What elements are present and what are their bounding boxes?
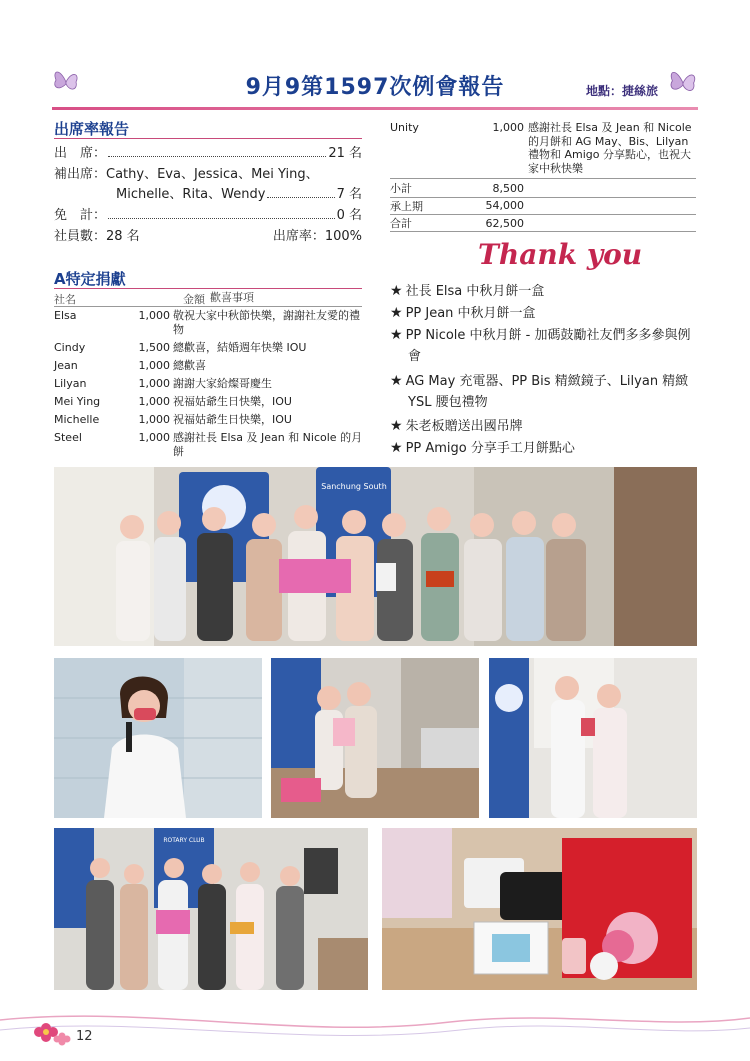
dot-leader	[108, 218, 335, 219]
unity-row	[390, 121, 696, 175]
page-number: 12	[76, 1029, 93, 1044]
thanks-text: PP Nicole 中秋月餅 - 加碼鼓勵社友們多多參與例會	[405, 328, 691, 364]
speaker-photo	[54, 658, 262, 818]
attendance-rate: 出席率：100%	[272, 229, 362, 244]
group-photo	[54, 467, 697, 646]
thanks-item	[390, 416, 700, 437]
star-icon: ★	[390, 440, 403, 456]
makeup-names-2: Michelle、Rita、Wendy	[116, 187, 266, 202]
row-amount: 1,000	[138, 431, 170, 444]
subtotal-row	[390, 180, 696, 196]
subtotal-label: 小計	[390, 182, 412, 195]
present-label: 出 席：	[54, 146, 107, 161]
row-amount: 1,500	[138, 341, 170, 354]
total-label: 合計	[390, 217, 412, 230]
col-desc-header: 歡喜事項	[210, 291, 254, 304]
thanks-item	[390, 325, 700, 367]
row-name: Mei Ying	[54, 395, 101, 408]
row-desc: 謝謝大家給燦哥慶生	[173, 377, 272, 390]
star-icon: ★	[390, 418, 403, 434]
row-desc: 感謝社長 Elsa 及 Jean 和 Nicole 的月餅	[173, 431, 363, 458]
table-header-rule	[54, 306, 362, 307]
thanks-text: PP Amigo 分享手工月餅點心	[405, 441, 575, 456]
donations-header-row	[54, 291, 358, 307]
table-row	[54, 341, 363, 355]
flower-icon	[34, 1018, 72, 1048]
banner-text: ROTARY CLUB	[163, 837, 205, 844]
carry-label: 承上期	[390, 199, 423, 213]
row-desc: 祝福姑爺生日快樂，IOU	[173, 395, 292, 408]
total-row	[390, 214, 696, 232]
table-row	[54, 413, 363, 427]
thanks-item	[390, 281, 700, 302]
table-row	[54, 431, 363, 459]
present-value: 21 名	[328, 146, 362, 161]
row-name: Michelle	[54, 413, 100, 426]
awards-photo	[489, 658, 697, 818]
present-row	[54, 142, 362, 164]
row-name: Steel	[54, 431, 82, 444]
footer-decoration	[0, 1000, 750, 1061]
excused-row	[54, 204, 362, 226]
thanks-item	[390, 371, 700, 413]
row-name: Elsa	[54, 309, 77, 322]
makeup-row	[54, 163, 362, 185]
col-name-header: 社名	[54, 293, 76, 306]
row-name: Lilyan	[54, 377, 87, 390]
dot-leader	[108, 156, 326, 157]
excused-label: 免 計：	[54, 208, 107, 223]
thanks-text: PP Jean 中秋月餅一盒	[405, 306, 536, 321]
row-desc: 敬祝大家中秋節快樂，謝謝社友愛的禮物	[173, 309, 360, 336]
row-amount: 1,000	[138, 413, 170, 426]
star-icon: ★	[390, 305, 403, 321]
table-rule	[390, 178, 696, 179]
table-row	[54, 395, 363, 409]
carry-row	[390, 197, 696, 213]
star-icon: ★	[390, 283, 403, 299]
thanks-item	[390, 438, 700, 459]
row-name: Jean	[54, 359, 78, 372]
attendance-underline	[54, 138, 362, 139]
banner-text: Sanchung South	[321, 482, 387, 491]
attendance-section-title: 出席率報告	[54, 120, 130, 138]
members-count: 社員數：28 名	[54, 229, 140, 244]
presentation-photo	[271, 658, 479, 818]
subtotal-value: 8,500	[492, 181, 524, 195]
star-icon: ★	[390, 327, 403, 343]
thanks-item	[390, 303, 700, 324]
star-icon: ★	[390, 373, 403, 389]
dot-leader	[267, 197, 334, 198]
group-photo-small	[54, 828, 368, 990]
col-amount-header: 金額	[183, 293, 205, 306]
row-name: Cindy	[54, 341, 86, 354]
unity-name: Unity	[390, 121, 419, 134]
header-divider	[52, 107, 698, 110]
table-row	[54, 309, 363, 337]
row-amount: 1,000	[138, 377, 170, 390]
makeup-row-2	[54, 183, 362, 205]
makeup-label: 補出席：	[54, 167, 107, 182]
thanks-text: AG May 充電器、PP Bis 精緻鏡子、Lilyan 精緻 YSL 腰包禮物	[405, 374, 689, 410]
donations-table	[54, 291, 364, 461]
page-title: 9月9第1597次例會報告	[245, 75, 505, 100]
excused-value: 0 名	[336, 208, 362, 223]
row-amount: 1,000	[138, 359, 170, 372]
members-row	[54, 225, 362, 247]
gifts-photo	[382, 828, 697, 990]
total-value: 62,500	[485, 216, 524, 230]
row-amount: 1,000	[138, 395, 170, 408]
donations-section-title: A特定捐獻	[54, 270, 126, 288]
carry-value: 54,000	[485, 199, 524, 212]
row-desc: 總歡喜，結婚週年快樂 IOU	[173, 341, 307, 354]
table-row	[54, 359, 363, 373]
unity-desc: 感謝社長 Elsa 及 Jean 和 Nicole 的月餅和 AG May、Bis、Lilyan 禮物和 Amigo 分享點心，也祝大家中秋快樂	[528, 121, 692, 175]
row-amount: 1,000	[138, 309, 170, 322]
makeup-value: 7 名	[336, 187, 362, 202]
location-label: 地點：捷絲旅	[585, 84, 658, 98]
makeup-names-1: Cathy、Eva、Jessica、Mei Ying、	[106, 167, 319, 182]
thank-you-heading: Thank you	[478, 238, 643, 271]
thanks-text: 社長 Elsa 中秋月餅一盒	[405, 284, 545, 299]
thanks-text: 朱老板贈送出國吊牌	[405, 419, 523, 434]
row-desc: 總歡喜	[173, 359, 206, 372]
donations-underline	[54, 288, 362, 289]
table-row	[54, 377, 363, 391]
unity-amount: 1,000	[492, 121, 524, 134]
row-desc: 祝福姑爺生日快樂，IOU	[173, 413, 292, 426]
